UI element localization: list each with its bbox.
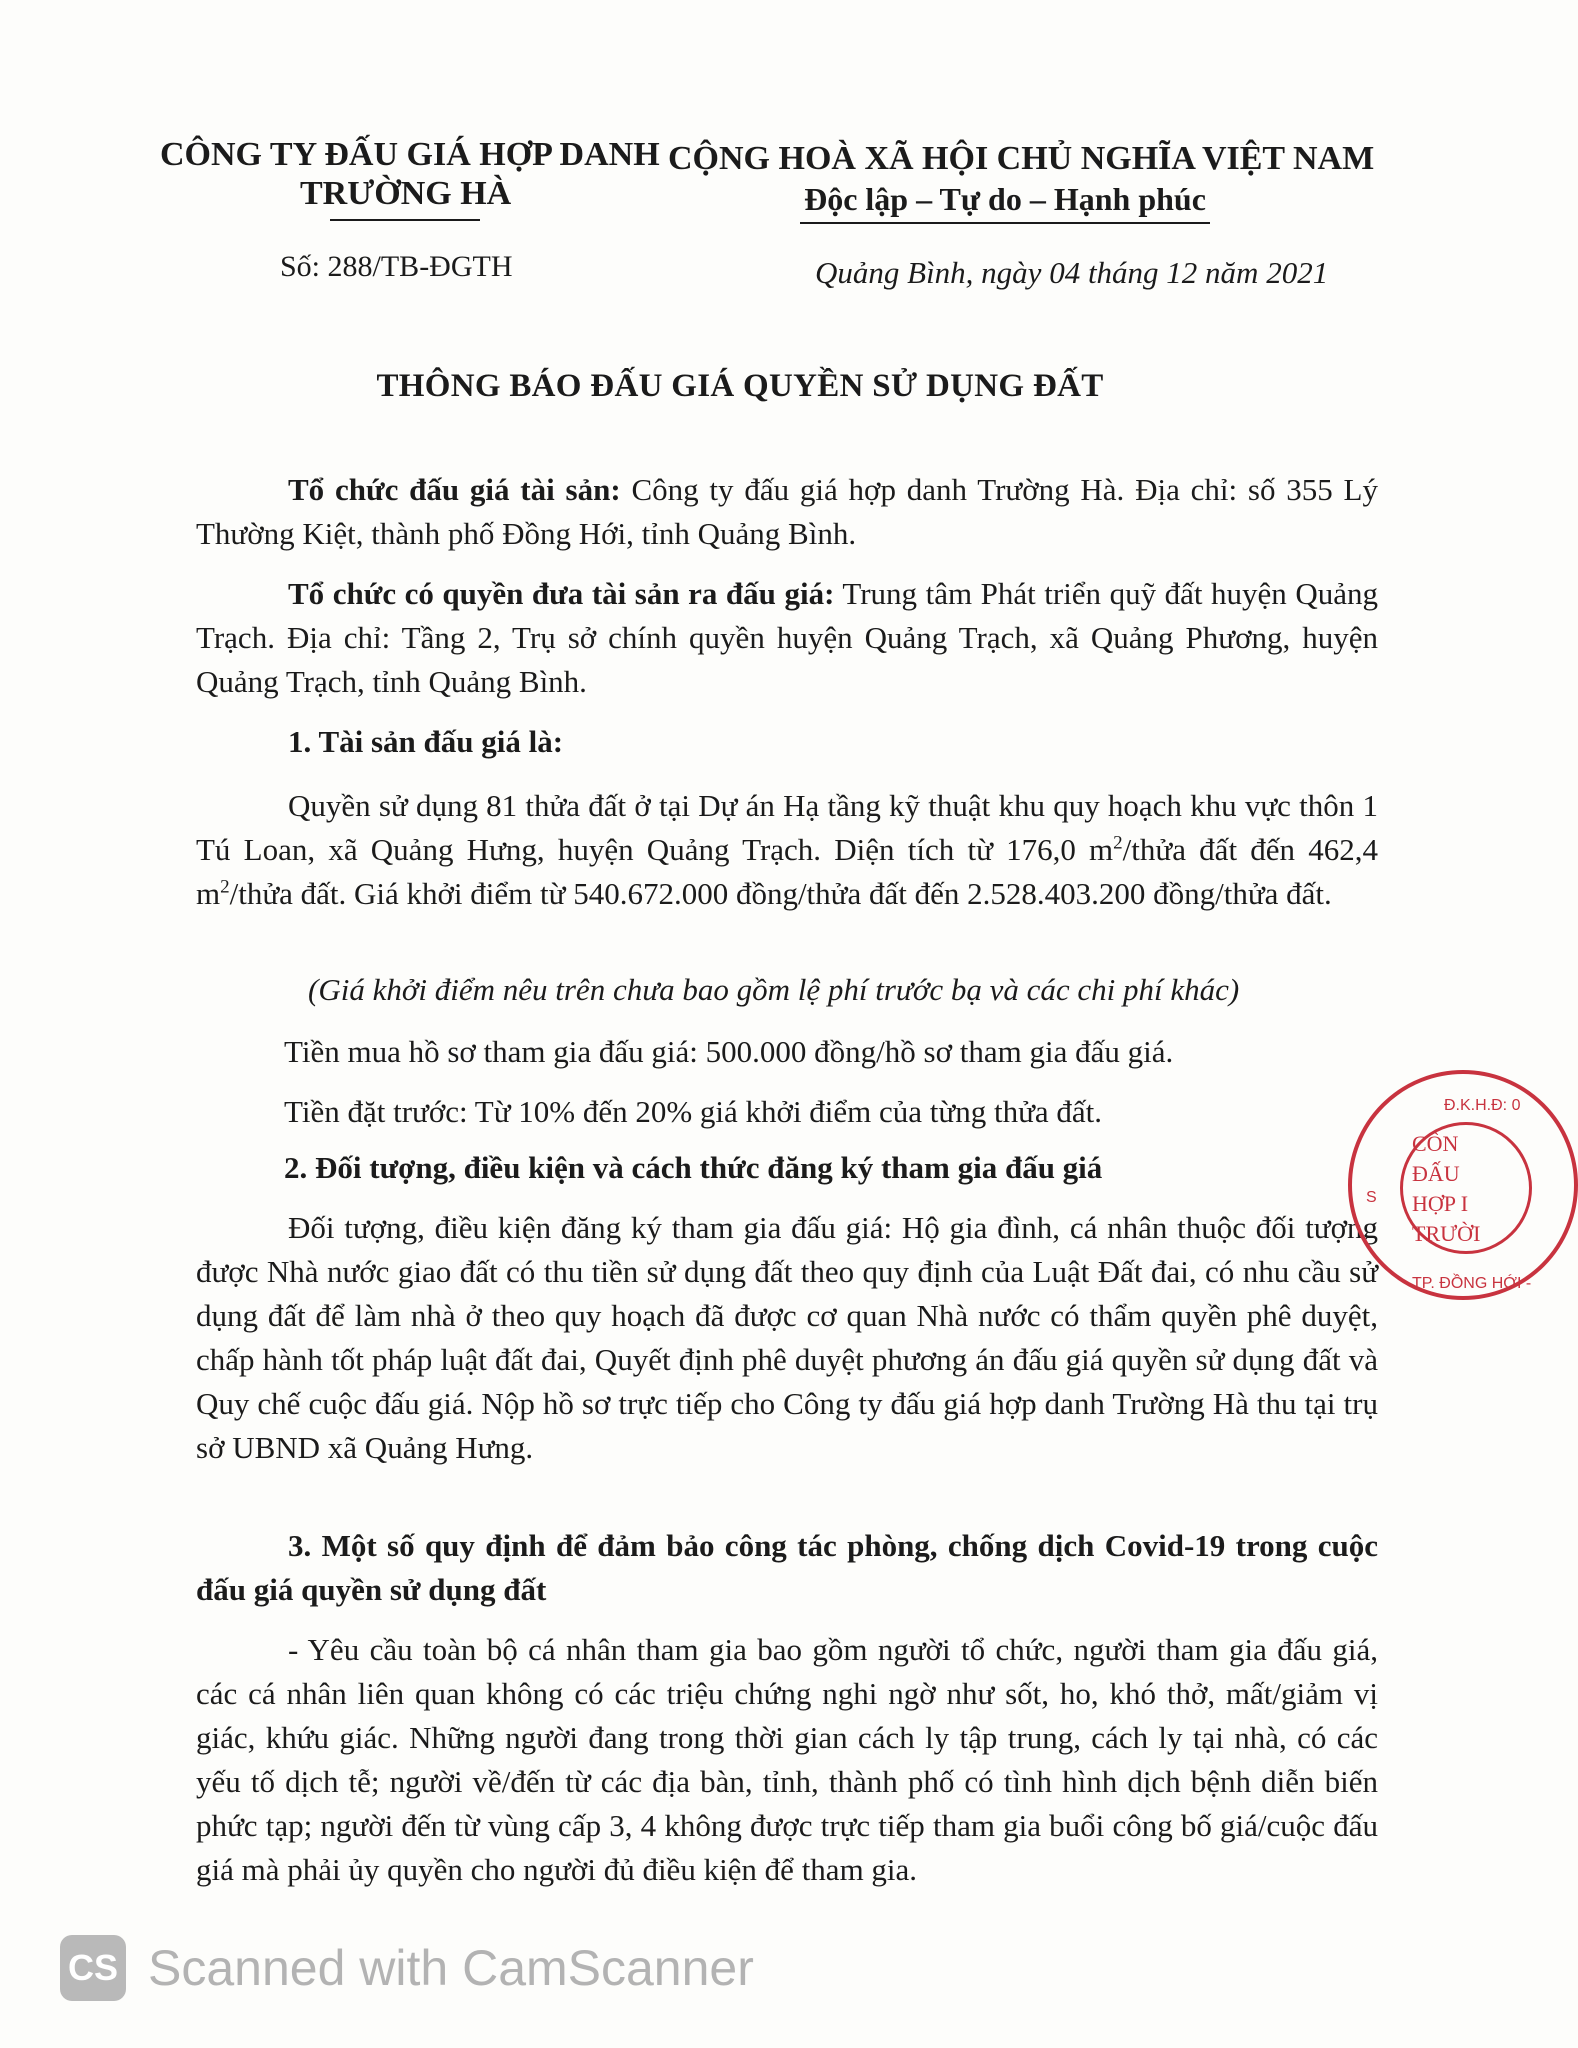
asset-owner-paragraph	[196, 572, 1378, 704]
asset-text-part-a: Quyền sử dụng 81 thửa đất ở tại Dự án Hạ tầng kỹ thuật khu quy hoạch khu vực thôn 1 Tú Loan, xã Quảng Hưng, huyện Quảng Trạch. Diện tích từ 176,0 m	[196, 788, 1378, 867]
section3-text: - Yêu cầu toàn bộ cá nhân tham gia bao gồm người tổ chức, người tham gia đấu giá, các cá nhân liên quan không có các triệu chứng nghi ngờ như sốt, ho, khó thở, mất/giảm vị giác, khứu giác. Những người đang trong thời gian cách ly tập trung, cách ly tại nhà, có các yếu tố dịch tễ; người về/đến từ các địa bàn, tỉnh, thành phố có tình hình dịch bệnh diễn biến phức tạp; người đến từ vùng cấp 3, 4 không được trực tiếp tham gia buổi công bố giá/cuộc đấu giá mà phải ủy quyền cho người đủ điều kiện để tham gia.	[196, 1632, 1378, 1887]
section2-heading: 2. Đối tượng, điều kiện và cách thức đăng ký tham gia đấu giá	[284, 1150, 1103, 1185]
seal-line3: HỢP I	[1412, 1191, 1469, 1216]
seal-ring-bottom: TP. ĐỒNG HỚI -	[1412, 1275, 1532, 1292]
section1-asset-text	[196, 784, 1378, 916]
seal-line1: CÔN	[1412, 1131, 1459, 1156]
seal-line2: ĐẤU	[1412, 1161, 1460, 1186]
org-underline	[330, 219, 480, 221]
nation-line1: CỘNG HOÀ XÃ HỘI CHỦ NGHĨA VIỆT NAM	[668, 140, 1375, 177]
auction-org-text: Công ty đấu giá hợp danh Trường Hà. Địa chỉ: số 355 Lý Thường Kiệt, thành phố Đồng Hới, tỉnh Quảng Bình.	[196, 472, 1378, 551]
section1-heading: 1. Tài sản đấu giá là:	[288, 724, 564, 759]
org-name-line1: CÔNG TY ĐẤU GIÁ HỢP DANH	[160, 136, 660, 173]
seal-line4: TRƯỜI	[1412, 1221, 1481, 1246]
document-number: Số: 288/TB-ĐGTH	[280, 250, 513, 283]
superscript-2: 2	[1113, 832, 1123, 854]
camscanner-icon: CS	[60, 1935, 126, 2001]
org-name-line2: TRƯỜNG HÀ	[300, 175, 512, 212]
camscanner-text: Scanned with CamScanner	[148, 1940, 754, 1996]
asset-owner-label: Tổ chức có quyền đưa tài sản ra đấu giá:	[288, 576, 835, 611]
camscanner-watermark	[60, 1932, 754, 2004]
superscript-2: 2	[220, 876, 230, 898]
company-seal	[1348, 1070, 1578, 1300]
asset-owner-text: Trung tâm Phát triển quỹ đất huyện Quảng Trạch. Địa chỉ: Tầng 2, Trụ sở chính quyền huyện Quảng Trạch, xã Quảng Phương, huyện Quảng Trạch, tỉnh Quảng Bình.	[196, 576, 1378, 699]
page-title: THÔNG BÁO ĐẤU GIÁ QUYỀN SỬ DỤNG ĐẤT	[376, 368, 1104, 404]
motto-underline	[800, 222, 1210, 224]
asset-text-part-b: /thửa đất đến 462,4 m	[196, 832, 1378, 911]
nation-motto: Độc lập – Tự do – Hạnh phúc	[804, 181, 1206, 217]
auction-org-paragraph	[196, 468, 1378, 556]
deposit-info: Tiền đặt trước: Từ 10% đến 20% giá khởi điểm của từng thửa đất.	[284, 1094, 1103, 1129]
starting-price-note: (Giá khởi điểm nêu trên chưa bao gồm lệ phí trước bạ và các chi phí khác)	[308, 972, 1240, 1007]
place-date: Quảng Bình, ngày 04 tháng 12 năm 2021	[815, 255, 1329, 290]
section3-heading: 3. Một số quy định để đảm bảo công tác phòng, chống dịch Covid-19 trong cuộc đấu giá quyền sử dụng đất	[196, 1528, 1378, 1607]
seal-ring-left: S	[1366, 1189, 1377, 1206]
asset-text-part-c: /thửa đất. Giá khởi điểm từ 540.672.000 đồng/thửa đất đến 2.528.403.200 đồng/thửa đất.	[229, 876, 1332, 911]
dossier-fee: Tiền mua hồ sơ tham gia đấu giá: 500.000 đồng/hồ sơ tham gia đấu giá.	[284, 1034, 1174, 1069]
auction-org-label: Tổ chức đấu giá tài sản:	[288, 472, 621, 507]
seal-ring-top: Đ.K.H.Đ: 0	[1444, 1097, 1521, 1114]
section2-text: Đối tượng, điều kiện đăng ký tham gia đấu giá: Hộ gia đình, cá nhân thuộc đối tượng được Nhà nước giao đất có thu tiền sử dụng đất theo quy định của Luật Đất đai, có nhu cầu sử dụng đất để làm nhà ở theo quy hoạch đã được cơ quan Nhà nước có thẩm quyền phê duyệt, chấp hành tốt pháp luật đất đai, Quyết định phê duyệt phương án đấu giá quyền sử dụng đất và Quy chế cuộc đấu giá. Nộp hồ sơ trực tiếp cho Công ty đấu giá hợp danh Trường Hà thu tại trụ sở UBND xã Quảng Hưng.	[196, 1210, 1378, 1465]
